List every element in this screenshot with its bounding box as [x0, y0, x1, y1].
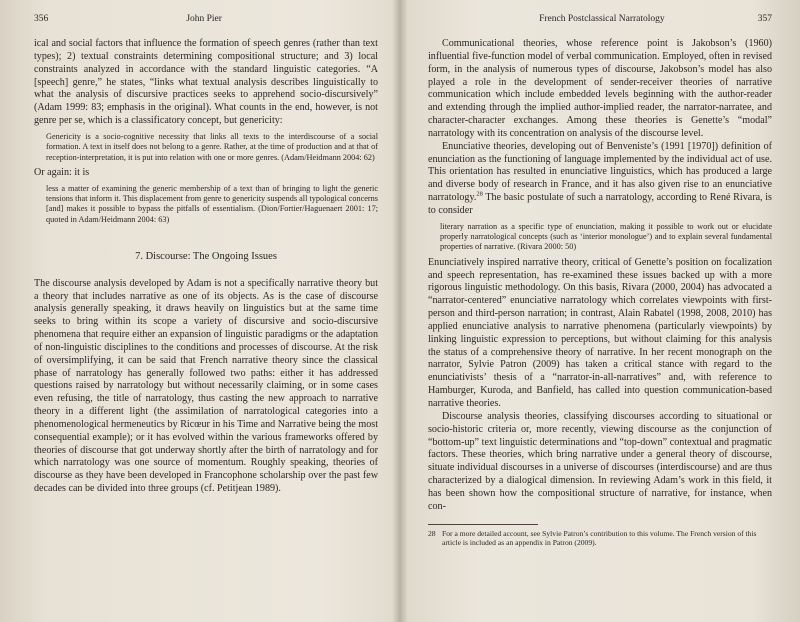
right-body [428, 38, 772, 514]
left-block-quote-1: Genericity is a socio-cognitive necessity that links all texts to the interdiscourse of a social formation. A text in itself does not belong to a genre. Rather, at the time of production and at that of reception-interpretation, it is put into relation with one or more genres. (Adam/Heidmann 2004: 62) [46, 131, 378, 162]
left-running-head-title: John Pier [186, 14, 222, 24]
footnote-rule [428, 524, 538, 525]
left-or-again: Or again: it is [34, 166, 90, 178]
enunciative-text-a: Enunciative theories, developing out of Benveniste’s (1991 [1970]) definition of enunciation as the functioning of language implemented by the individual act of use. This orientation has resulted in enunciative linguistics, which has produced a large and diverse body of research in France, and it has also given rise to an enunciative narratology. [428, 140, 772, 204]
right-paragraph-discourse-analysis: Discourse analysis theories, classifying discourses according to situational or socio-historic criteria or, more recently, viewing discourse as the conjunction of “bottom-up” text linguistic determinations and “top-down” contextual and pragmatic factors. These theories, which bring narrative under a general theory of discourse, situate individual discourses in a universe of discourses (interdiscourse) and are thus characterized by a dialogical dimension. In reviewing Adam’s work in this field, it has been shown how the compositional structure of narrative, for instance, when con- [428, 410, 772, 512]
enunciative-text-b: The basic postulate of such a narratology, according to René Rivara, is to consider [428, 192, 772, 216]
left-page-number: 356 [34, 14, 49, 24]
footnote-number: 28 [428, 528, 436, 538]
footnote-text: For a more detailed account, see Sylvie Patron’s contribution to this volume. The French version of this article is included as an appendix in Patron (2009). [442, 528, 757, 548]
right-paragraph-enunciative [428, 141, 772, 218]
right-block-quote: literary narration as a specific type of enunciation, making it possible to work out or elucidate properly narratological concepts (such as ‘interior monologue’) and to explain several fundamental properties of narrative. (Rivara 2000: 50) [440, 221, 772, 252]
footnote-reference: 28 [476, 190, 483, 198]
footnote [428, 529, 772, 548]
right-paragraph-enunciatively-inspired: Enunciatively inspired narrative theory, critical of Genette’s position on focalization and speech representation, has re-examined these issues backed up with a more rigorous linguistic methodology. On this basis, Rivara (2000, 2004) has advocated a “narrator-centered” enunciative narratology which correlates viewpoints with first-person and third-person narration; in contrast, Alain Rabatel (1998, 2008, 2010) has applied enunciative analysis to narrative phenomena (particularly viewpoints) by linking linguistic expression to perceptions, but without claiming for this analysis the status of a comprehensive theory of narrative. In her recent monograph on the narrator, Sylvie Patron (2009) has taken a critical stance with regard to the enunciativists’ thesis of a “narrator-in-all-narratives” and, with reference to Hamburger, Kuroda, and Banfield, has called into question communication-based narrative theories. [428, 256, 772, 409]
right-page [404, 0, 800, 622]
left-running-head [34, 14, 378, 28]
right-running-head [428, 14, 772, 28]
left-body [34, 38, 378, 496]
right-running-head-title: French Postclassical Narratology [539, 14, 665, 24]
section-heading: 7. Discourse: The Ongoing Issues [135, 250, 277, 262]
right-page-number: 357 [757, 14, 772, 24]
left-block-quote-2: less a matter of examining the generic membership of a text than of bringing to light the generic tensions that inform it. This displacement from genre to genericity suspends all typological concerns [and] makes it possible to bypass the pitfalls of essentialism. (Dion/Fortier/Haguenaert 2001: 17; quoted in Adam/Heidmann 2004: 63) [46, 183, 378, 224]
left-paragraph-2: The discourse analysis developed by Adam is not a specifically narrative theory but a theory that includes narrative as one of its objects. As is the case of discourse analysis generally speaking, it draws heavily on linguistics but at the same time seeks to bring within its scope a variety of discursive and socio-discursive phenomena that require either an expansion of linguistic paradigms or the adaptation of non-linguistic disciplines to the conditions and processes of discourse. At the risk of oversimplifying, it can be said that French narrative theory since the classical phase of narratology has generally followed two paths: either it has addressed questions raised by narratology but without necessarily claiming, or in some cases even refusing, the title of narratology, thus casting the new approach to narrative theory in a different light (the assimilation of narratological categories into a phenomenological hermeneutics by Ricœur in his Time and Narrative being the most consequential example); or it has evolved within the various frameworks offered by theories of discourse that got underway shortly after the birth of narratology and for which narratology was one source of momentum. Roughly speaking, theories of discourse as they have been developed in Francophone scholarship over the past few decades can be divided into three groups (cf. Petitjean 1989). [34, 277, 378, 495]
left-paragraph-1: ical and social factors that influence the formation of speech genres (rather than text types); 2) textual constraints determining compositional structure; and 3) local constraints analyzed in accordance with the standard linguistic categories. “A [speech] genre,” he states, “links what textual analysis describes linguistically to what the analysis of discursive practices seeks to apprehend socio-discursively” (Adam 1999: 83; emphasis in the original). What counts in the end, however, is not genre per se, which is a classificatory concept, but genericity: [34, 38, 378, 127]
right-paragraph-communicational: Communicational theories, whose reference point is Jakobson’s (1960) influential five-function model of verbal communication. Employed, often in revised form, in the analysis of numerous types of discourse, Jakobson’s model has also played a role in the development of sender-receiver theories of narrative communication which include embedded levels beginning with the author-reader and extending through the implied author-implied reader, the narrator-narratee, and character-character exchanges. Among these theories is Genette’s “modal” narratology with its concentration on analysis of the discourse level. [428, 38, 772, 139]
